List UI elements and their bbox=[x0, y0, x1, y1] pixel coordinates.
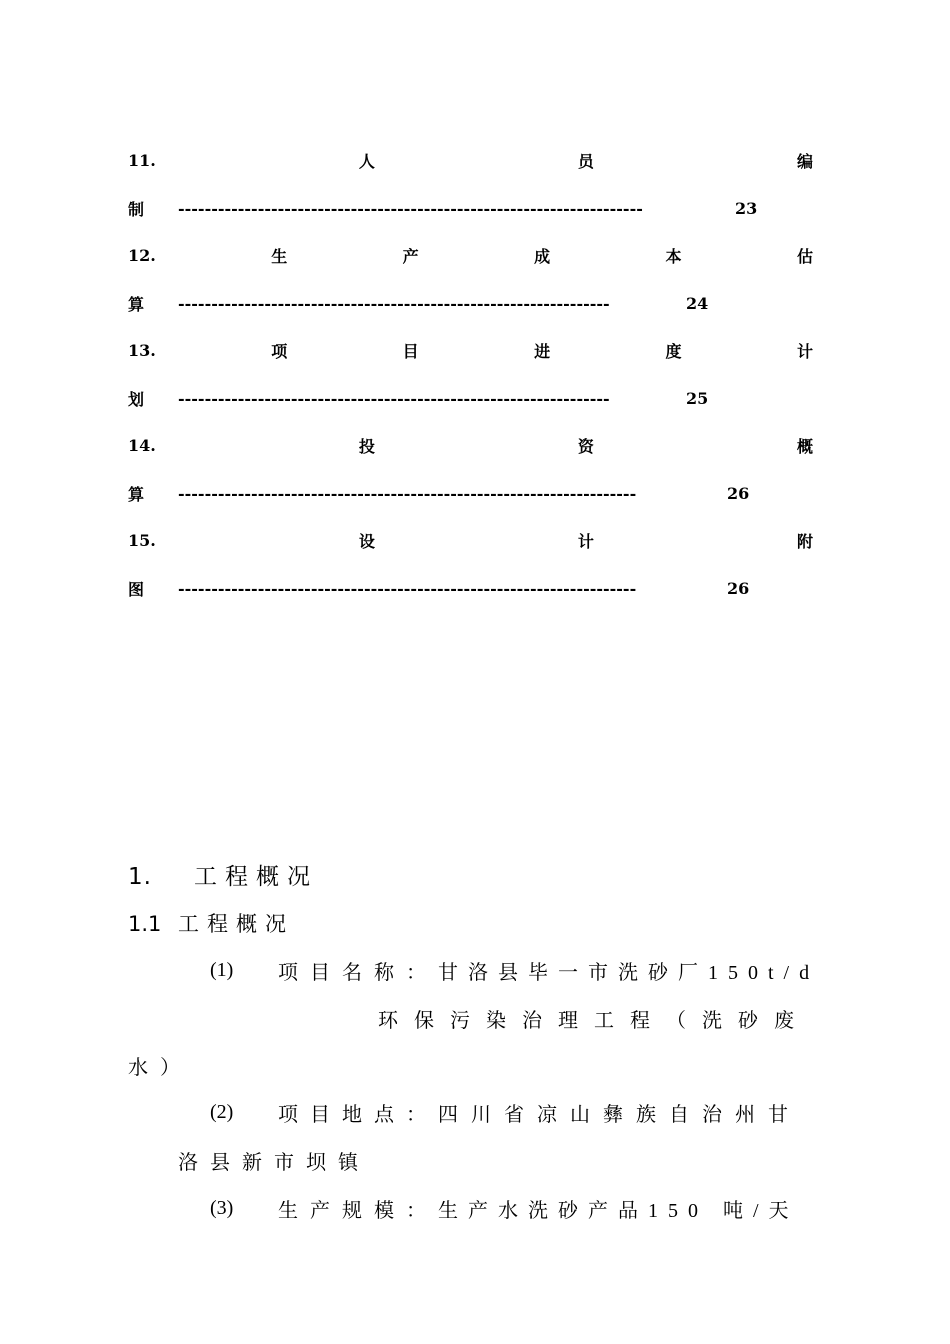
toc-title-char: 算 bbox=[128, 294, 145, 314]
item-number: (1) bbox=[210, 958, 234, 981]
section-title: 工程概况 bbox=[194, 864, 318, 890]
toc-entry-15-line2 bbox=[128, 576, 749, 600]
toc-entry-11-line1 bbox=[128, 148, 813, 172]
item-value: 生产水洗砂产品150 吨/天 bbox=[438, 1199, 799, 1222]
toc-page-number: 26 bbox=[727, 483, 750, 503]
toc-title-char: 附 bbox=[796, 531, 813, 551]
subsection-number: 1.1 bbox=[128, 912, 162, 936]
toc-title-char: 进 bbox=[534, 341, 551, 361]
toc-title-char: 计 bbox=[796, 341, 813, 361]
toc-leader: --------------------------------------------------------------------- bbox=[178, 578, 637, 598]
item-number: (3) bbox=[210, 1196, 234, 1219]
toc-entry-11-line2 bbox=[128, 196, 757, 220]
toc-page-number: 25 bbox=[686, 388, 709, 408]
toc-title-char: 本 bbox=[665, 246, 682, 266]
toc-title-char: 度 bbox=[665, 341, 682, 361]
toc-page-number: 24 bbox=[686, 293, 709, 313]
toc-title-char: 编 bbox=[796, 151, 813, 171]
item-3-line1 bbox=[210, 1193, 799, 1223]
toc-title-char: 划 bbox=[128, 389, 145, 409]
toc-title-char: 概 bbox=[796, 436, 813, 456]
toc-number: 12. bbox=[128, 245, 156, 265]
toc-title-char: 目 bbox=[402, 341, 419, 361]
toc-entry-13-line2 bbox=[128, 386, 708, 410]
toc-number: 13. bbox=[128, 340, 156, 360]
item-1-line2 bbox=[378, 1003, 810, 1033]
item-number: (2) bbox=[210, 1100, 234, 1123]
toc-leader: ----------------------------------------------------------------- bbox=[178, 293, 610, 313]
item-1-line3 bbox=[128, 1050, 192, 1080]
toc-title-char: 人 bbox=[358, 151, 375, 171]
toc-title-char: 成 bbox=[534, 246, 551, 266]
toc-title-char: 员 bbox=[577, 151, 594, 171]
toc-number: 14. bbox=[128, 435, 156, 455]
item-value: 甘洛县毕一市洗砂厂150t/d bbox=[438, 961, 820, 984]
item-value-cont: 洛县新市坝镇 bbox=[178, 1151, 370, 1174]
subsection-title: 工程概况 bbox=[178, 912, 294, 936]
toc-title-char: 制 bbox=[128, 199, 145, 219]
item-label: 项目名称： bbox=[278, 961, 438, 984]
toc-page-number: 23 bbox=[735, 198, 758, 218]
item-2-line1 bbox=[210, 1097, 801, 1127]
subsection-heading bbox=[128, 908, 294, 938]
toc-title-char: 估 bbox=[796, 246, 813, 266]
toc-title-char: 生 bbox=[271, 246, 288, 266]
toc-entry-15-line1 bbox=[128, 528, 813, 552]
toc-leader: --------------------------------------------------------------------- bbox=[178, 483, 637, 503]
item-2-line2 bbox=[178, 1145, 370, 1175]
toc-title-char: 资 bbox=[577, 436, 594, 456]
toc-title-char: 项 bbox=[271, 341, 288, 361]
toc-title-char: 计 bbox=[577, 531, 594, 551]
toc-title-char: 投 bbox=[358, 436, 375, 456]
toc-entry-12-line2 bbox=[128, 291, 708, 315]
item-value: 四川省凉山彝族自治州甘 bbox=[438, 1103, 801, 1126]
section-number: 1. bbox=[128, 864, 152, 890]
section-heading bbox=[128, 858, 318, 891]
toc-leader: ---------------------------------------------------------------------- bbox=[178, 198, 643, 218]
toc-entry-12-line1 bbox=[128, 243, 813, 267]
toc-entry-14-line1 bbox=[128, 433, 813, 457]
toc-leader: ----------------------------------------------------------------- bbox=[178, 388, 610, 408]
toc-title-char: 设 bbox=[358, 531, 375, 551]
toc-entry-14-line2 bbox=[128, 481, 749, 505]
item-value-cont: 环保污染治理工程（洗砂废 bbox=[378, 1009, 810, 1032]
toc-number: 15. bbox=[128, 530, 156, 550]
toc-title-char: 算 bbox=[128, 484, 145, 504]
toc-number: 11. bbox=[128, 150, 156, 170]
toc-entry-13-line1 bbox=[128, 338, 813, 362]
item-label: 生产规模： bbox=[278, 1199, 438, 1222]
item-1-line1 bbox=[210, 955, 819, 985]
toc-page-number: 26 bbox=[727, 578, 750, 598]
item-value-cont: 水） bbox=[128, 1056, 192, 1079]
item-label: 项目地点： bbox=[278, 1103, 438, 1126]
toc-title-char: 产 bbox=[402, 246, 419, 266]
toc-title-char: 图 bbox=[128, 579, 145, 599]
